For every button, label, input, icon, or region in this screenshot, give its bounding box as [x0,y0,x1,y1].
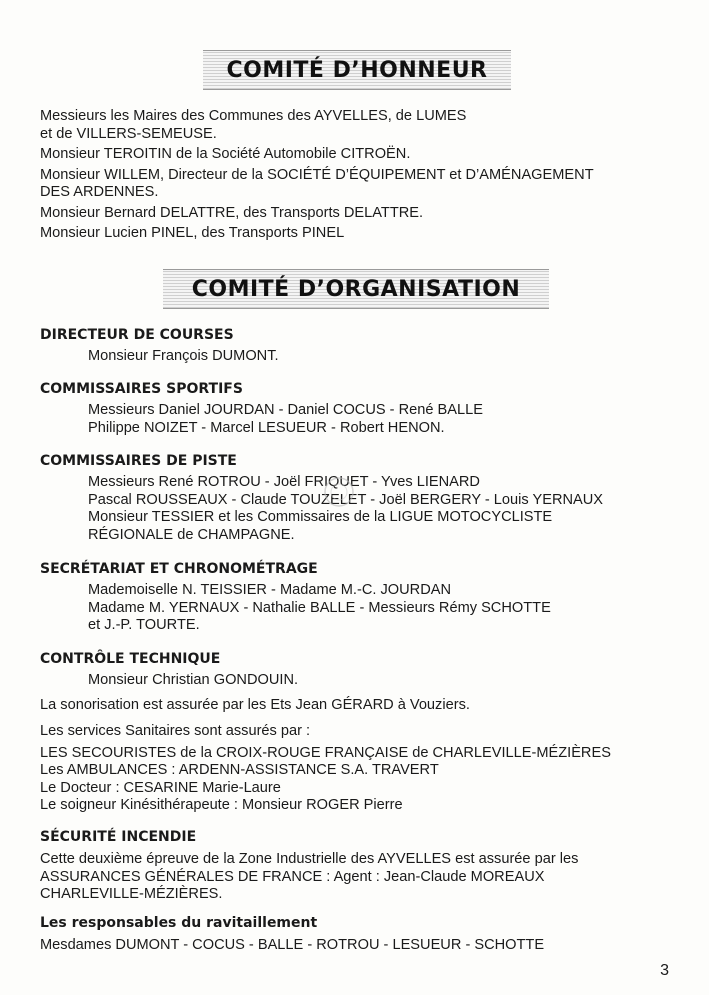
ravitaillement-section [40,914,680,955]
sportifs-line: Messieurs Daniel JOURDAN - Daniel COCUS - René BALLE [88,402,483,418]
piste-line: Messieurs René ROTROU - Joël FRIQUET - Yves LIENARD [88,474,480,490]
piste-line: Monsieur TESSIER et les Commissaires de la LIGUE MOTOCYCLISTE [88,509,553,525]
sonorisation-section [40,697,680,715]
incendie-line: CHARLEVILLE-MÉZIÈRES. [40,886,223,902]
stamp-mark-icon [321,474,357,510]
secretariat-section [40,560,680,635]
sanitaires-line: LES SECOURISTES de la CROIX-ROUGE FRANÇAISE de CHARLEVILLE-MÉZIÈRES [40,744,611,761]
sonorisation-line: La sonorisation est assurée par les Ets Jean GÉRARD à Vouziers. [40,697,470,713]
piste-section [40,452,680,544]
honneur-title-banner [203,50,511,90]
incendie-heading: SÉCURITÉ INCENDIE [40,829,197,845]
ravitaillement-heading: Les responsables du ravitaillement [40,915,318,931]
sanitaires-line: Le soigneur Kinésithérapeute : Monsieur ROGER Pierre [40,797,403,813]
piste-line: Pascal ROUSSEAUX - Claude TOUZELET - Joël BERGERY - Louis YERNAUX [88,491,604,508]
honneur-line: Monsieur WILLEM, Directeur de la SOCIÉTÉ D’ÉQUIPEMENT et D’AMÉNAGEMENT [40,166,594,183]
sportifs-section [40,380,680,437]
secretariat-line: et J.-P. TOURTE. [88,617,200,633]
controle-heading: CONTRÔLE TECHNIQUE [40,651,221,667]
directeur-section [40,326,680,366]
incendie-line: ASSURANCES GÉNÉRALES DE FRANCE : Agent : Jean-Claude MOREAUX [40,868,545,885]
secretariat-line: Madame M. YERNAUX - Nathalie BALLE - Messieurs Rémy SCHOTTE [88,599,551,616]
sanitaires-line: Le Docteur : CESARINE Marie-Laure [40,779,281,796]
controle-line: Monsieur Christian GONDOUIN. [88,672,299,688]
secretariat-line: Mademoiselle N. TEISSIER - Madame M.-C. JOURDAN [88,582,452,598]
sportifs-heading: COMMISSAIRES SPORTIFS [40,381,243,397]
directeur-heading: DIRECTEUR DE COURSES [40,327,234,343]
ravitaillement-line: Mesdames DUMONT - COCUS - BALLE - ROTROU - LESUEUR - SCHOTTE [40,937,545,953]
honneur-line: et de VILLERS-SEMEUSE. [40,125,217,142]
incendie-line: Cette deuxième épreuve de la Zone Industrielle des AYVELLES est assurée par les [40,851,579,867]
honneur-title: COMITÉ D’HONNEUR [226,57,488,83]
honneur-line: Monsieur Bernard DELATTRE, des Transports DELATTRE. [40,204,424,221]
incendie-section [40,828,680,904]
organisation-title-banner [163,269,549,309]
piste-line: RÉGIONALE de CHAMPAGNE. [88,526,295,543]
honneur-line: Monsieur TEROITIN de la Société Automobile CITROËN. [40,146,411,162]
honneur-line: Messieurs les Maires des Communes des AYVELLES, de LUMES [40,108,467,124]
honneur-line: Monsieur Lucien PINEL, des Transports PINEL [40,225,345,241]
sanitaires-line: Les AMBULANCES : ARDENN-ASSISTANCE S.A. TRAVERT [40,762,439,778]
controle-section [40,650,680,690]
page-number: 3 [660,962,669,979]
sanitaires-section [40,723,680,815]
sanitaires-intro: Les services Sanitaires sont assurés par : [40,723,311,739]
honneur-list [40,108,680,243]
honneur-line: DES ARDENNES. [40,184,159,200]
piste-heading: COMMISSAIRES DE PISTE [40,453,237,469]
secretariat-heading: SECRÉTARIAT ET CHRONOMÉTRAGE [40,561,318,577]
organisation-title: COMITÉ D’ORGANISATION [191,276,521,302]
directeur-line: Monsieur François DUMONT. [88,348,279,364]
sportifs-line: Philippe NOIZET - Marcel LESUEUR - Robert HENON. [88,419,445,436]
